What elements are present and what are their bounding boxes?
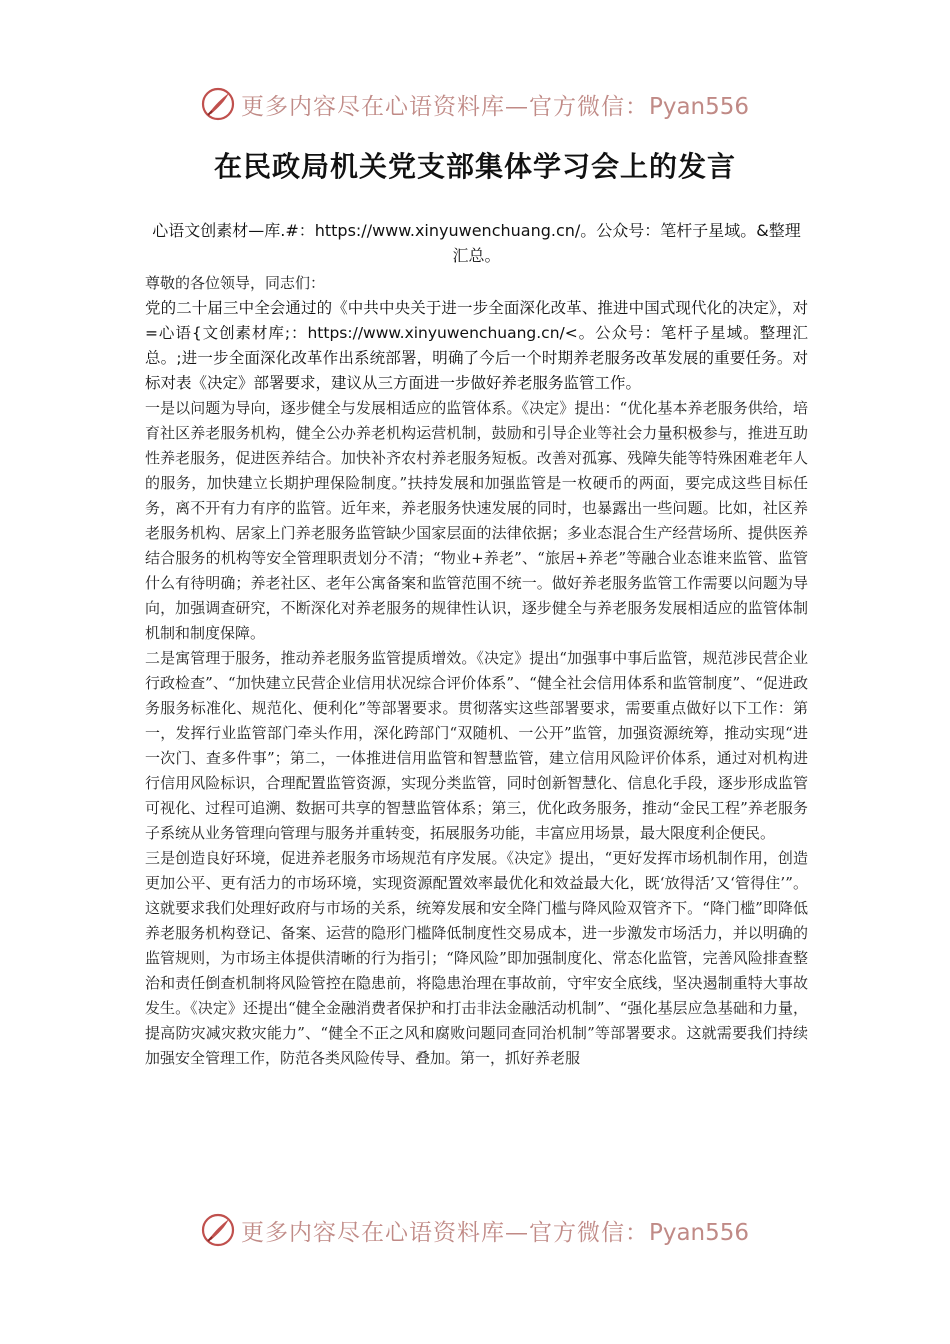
document-body [145,218,808,1071]
wechat-id: Pyan556 [648,1219,750,1246]
brush-quill-logo-icon [201,1213,235,1247]
page-title: 在民政局机关党支部集体学习会上的发言 [213,150,736,183]
watermark-text: 更多内容尽在心语资料库—官方微信：Pyan556 [240,1219,750,1246]
watermark-text: 更多内容尽在心语资料库—官方微信：Pyan556 [240,93,750,120]
paragraph-1: 一是以问题为导向，逐步健全与发展相适应的监管体系。《决定》提出：“优化基本养老服务供给，培育社区养老服务机构，健全公办养老机构运营机制，鼓励和引导企业等社会力量积极参与，推进互助性养老服务，促进医养结合。加快补齐农村养老服务短板。改善对孤寡、残障失能等特殊困难老年人的服务，加快建立长期护理保险制度。”扶持发展和加强监管是一枚硬币的两面，要完成这些目标任务，离不开有力有序的监管。近年来，养老服务快速发展的同时，也暴露出一些问题。比如，社区养老服务机构、居家上门养老服务监管缺少国家层面的法律依据；多业态混合生产经营场所、提供医养结合服务的机构等安全管理职责划分不清；“物业+养老”、“旅居+养老”等融合业态谁来监管、监管什么有待明确；养老社区、老年公寓备案和监管范围不统一。做好养老服务监管工作需要以问题为导向，加强调查研究，不断深化对养老服务的规律性认识，逐步健全与养老服务发展相适应的监管体制机制和制度保障。 [145,399,808,642]
intro-paragraph: 党的二十届三中全会通过的《中共中央关于进一步全面深化改革、推进中国式现代化的决定》，对=心语{文创素材库;：https://www.xinyuwenchuang.cn/<。公众号：笔杆子星域。整理汇总。;进一步全面深化改革作出系统部署，明确了今后一个时期养老服务改革发展的重要任务。对标对表《决定》部署要求，建议从三方面进一步做好养老服务监管工作。 [145,299,808,392]
paragraph-2: 二是寓管理于服务，推动养老服务监管提质增效。《决定》提出“加强事中事后监管，规范涉民营企业行政检查”、“加快建立民营企业信用状况综合评价体系”、“健全社会信用体系和监管制度”、“促进政务服务标准化、规范化、便利化”等部署要求。贯彻落实这些部署要求，需要重点做好以下工作：第一，发挥行业监管部门牵头作用，深化跨部门“双随机、一公开”监管，加强资源统筹，推动实现“进一次门、查多件事”；第二，一体推进信用监管和智慧监管，建立信用风险评价体系，通过对机构进行信用风险标识，合理配置监管资源，实现分类监管，同时创新智慧化、信息化手段，逐步形成监管可视化、过程可追溯、数据可共享的智慧监管体系；第三，优化政务服务，推动“金民工程”养老服务子系统从业务管理向管理与服务并重转变，拓展服务功能，丰富应用场景，最大限度利企便民。 [145,649,808,842]
wechat-id: Pyan556 [648,93,750,120]
salutation: 尊敬的各位领导，同志们： [145,274,326,292]
source-line: 心语文创素材—库.#：https://www.xinyuwenchuang.cn/。公众号：笔杆子星域。&整理汇总。 [152,221,801,265]
brush-quill-logo-icon [201,87,235,121]
watermark-banner-top [0,82,950,126]
paragraph-3: 三是创造良好环境，促进养老服务市场规范有序发展。《决定》提出，“更好发挥市场机制作用，创造更加公平、更有活力的市场环境，实现资源配置效率最优化和效益最大化，既‘放得活’又‘管得住’”。这就要求我们处理好政府与市场的关系，统筹发展和安全降门槛与降风险双管齐下。“降门槛”即降低养老服务机构登记、备案、运营的隐形门槛降低制度性交易成本，进一步激发市场活力，并以明确的监管规则，为市场主体提供清晰的行为指引；“降风险”即加强制度化、常态化监管，完善风险排查整治和责任倒查机制将风险管控在隐患前，将隐患治理在事故前，守牢安全底线，坚决遏制重特大事故发生。《决定》还提出“健全金融消费者保护和打击非法金融活动机制”、“强化基层应急基础和力量，提高防灾减灾救灾能力”、“健全不正之风和腐败问题同查同治机制”等部署要求。这就需要我们持续加强安全管理工作，防范各类风险传导、叠加。第一，抓好养老服 [145,849,808,1067]
watermark-banner-bottom [0,1208,950,1252]
